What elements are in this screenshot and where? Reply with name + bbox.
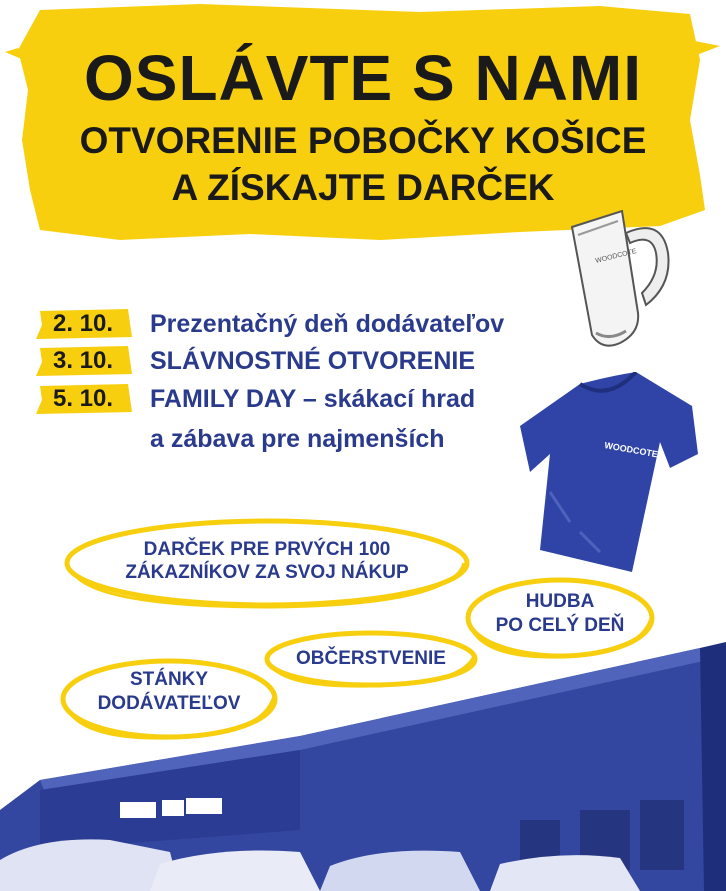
subtitle-line-1: OTVORENIE POBOČKY KOŠICE (79, 120, 647, 161)
music-bubble-line-1: HUDBA (525, 591, 595, 612)
event-text-3: FAMILY DAY – skákací hrad (150, 385, 476, 413)
music-bubble-line-2: PO CELÝ DEŇ (495, 615, 625, 636)
subtitle-line-2: A ZÍSKAJTE DARČEK (171, 167, 555, 208)
event-date-2: 3. 10. (52, 347, 114, 374)
stands-bubble-line-1: STÁNKY (129, 669, 209, 690)
store-sign-2 (162, 800, 184, 816)
store-sign-1 (120, 802, 156, 818)
page-title: OSLÁVTE S NAMI (83, 42, 643, 114)
shirt-logo-text: WOODCOTE (603, 440, 659, 460)
gift-bubble-line-1: DARČEK PRE PRVÝCH 100 (143, 539, 391, 560)
store-building-image (0, 640, 726, 891)
mug-logo-text: WOODCOTE (594, 247, 638, 265)
refreshments-bubble-text: OBČERSTVENIE (296, 648, 446, 669)
store-sign-3 (186, 798, 222, 814)
event-date-3: 5. 10. (52, 385, 114, 412)
event-text-3-line-2: a zábava pre najmenších (150, 425, 445, 453)
beer-mug-image (560, 205, 680, 355)
event-text-2: SLÁVNOSTNÉ OTVORENIE (150, 347, 476, 375)
tshirt-image (520, 372, 700, 577)
event-date-1: 2. 10. (52, 310, 114, 337)
event-text-1: Prezentačný deň dodávateľov (150, 310, 505, 338)
stands-bubble-line-2: DODÁVATEĽOV (97, 693, 241, 714)
gift-bubble-line-2: ZÁKAZNÍKOV ZA SVOJ NÁKUP (125, 562, 409, 583)
